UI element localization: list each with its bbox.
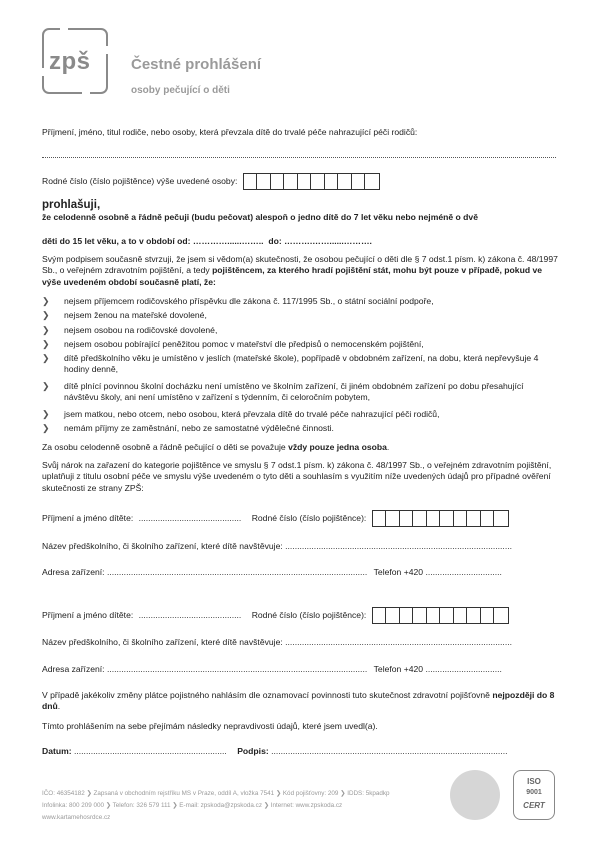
one-person-note: Za osobu celodenně osobně a řádně pečující o děti se považuje vždy pouze jedna osoba. xyxy=(42,442,390,452)
logo-text: zpš xyxy=(49,48,91,75)
child-1-phone-field[interactable]: ................................ xyxy=(425,567,502,577)
chevron-right-icon: ❯ xyxy=(42,381,50,391)
zps-logo xyxy=(42,28,108,94)
parent-name-label: Příjmení, jméno, titul rodiče, nebo osoby, která převzala dítě do trvalé péče nahrazující péči rodičů: xyxy=(42,127,418,137)
chevron-right-icon: ❯ xyxy=(42,353,50,363)
declaration-heading: prohlašuji, xyxy=(42,199,101,211)
responsibility-statement: Tímto prohlášením na sebe přejímám následky nepravdivosti údajů, které jsem uvedl(a). xyxy=(42,721,378,731)
child-2-phone-field[interactable]: ................................ xyxy=(425,664,502,674)
child-2-birth-number-boxes[interactable] xyxy=(372,607,509,624)
period-to-label: do: ……….……......………. xyxy=(268,236,372,246)
footer-website: www.kartamehosrdce.cz xyxy=(42,814,111,821)
parent-birth-number-boxes[interactable] xyxy=(243,173,380,190)
parent-birth-number-row xyxy=(42,173,558,193)
school-label: Název předškolního, či školního zařízení, které dítě navštěvuje: xyxy=(42,541,283,551)
signature-label: Podpis: xyxy=(237,746,269,756)
child-birth-number-label: Rodné číslo (číslo pojištěnce): xyxy=(251,609,367,620)
signature-row xyxy=(42,746,558,757)
child-2-school-field[interactable]: ............................................................................................... xyxy=(285,637,512,647)
child-2-name-field[interactable]: ........................................... xyxy=(138,609,242,620)
declaration-period-row xyxy=(42,236,558,247)
date-label: Datum: xyxy=(42,746,72,756)
chevron-right-icon: ❯ xyxy=(42,423,50,433)
child-2-address-row xyxy=(42,664,558,675)
document-subtitle: osoby pečující o děti xyxy=(131,85,230,96)
chevron-right-icon: ❯ xyxy=(42,325,50,335)
footer-contact-info: Infolinka: 800 209 000 ❯ Telefon: 326 579 111 ❯ E-mail: zpskoda@zpskoda.cz ❯ Internet: www.zpskoda.cz xyxy=(42,802,343,809)
chevron-right-icon: ❯ xyxy=(42,310,50,320)
period-from-label: děti do 15 let věku, a to v období od: …………......…….. xyxy=(42,236,264,246)
chevron-right-icon: ❯ xyxy=(42,409,50,419)
child-1-name-field[interactable]: ........................................... xyxy=(138,512,242,523)
claim-paragraph: Svůj nárok na zařazení do kategorie pojištěnce ve smyslu § 7 odst.1 písm. k) zákona č. 48/1997 Sb., o veřejném zdravotním pojištění, uplatňuji z titulu osobní péče ve smyslu výše uvedeném o tyto děti a souhlasím s využitím níže uvedených údajů pro případné ověření skutečnosti ze strany ZPŠ: xyxy=(42,460,552,493)
date-field[interactable]: ................................................................ xyxy=(74,746,227,756)
declaration-line-1: že celodenně osobně a řádně pečuji (budu pečovat) alespoň o jedno dítě do 7 let věku nebo nejméně o dvě xyxy=(42,212,478,222)
chevron-right-icon: ❯ xyxy=(42,296,50,306)
chevron-right-icon: ❯ xyxy=(42,339,50,349)
child-2-address-field[interactable]: ............................................................................................................. xyxy=(106,664,368,674)
signature-field[interactable]: ................................................................................................... xyxy=(271,746,508,756)
award-seal-icon xyxy=(450,770,500,820)
parent-name-field[interactable] xyxy=(42,150,556,158)
declaration-paragraph: Svým podpisem současně stvrzuji, že jsem si vědom(a) skutečnosti, že osobou pečující o děti dle § 7 odst.1 písm. k) zákona č. 48/1997 Sb., o veřejném zdravotním pojištění, a tedy pojištěncem, za kterého hradí pojištění stát, mohu být pouze v případě, pokud ve výše uvedeném období současně platí, že: xyxy=(42,254,558,287)
address-label: Adresa zařízení: xyxy=(42,567,105,577)
phone-label: Telefon +420 xyxy=(373,567,424,577)
phone-label: Telefon +420 xyxy=(373,664,424,674)
footer-company-info: IČO: 46354182 ❯ Zapsaná v obchodním rejstříku MS v Praze, oddíl A, vložka 7541 ❯ Kód pojišťovny: 209 ❯ IDDS: 5kpadkp xyxy=(42,790,390,797)
child-1-school-field[interactable]: ............................................................................................... xyxy=(285,541,512,551)
child-1-address-field[interactable]: ............................................................................................................. xyxy=(106,567,368,577)
address-label: Adresa zařízení: xyxy=(42,664,105,674)
child-2-school-row xyxy=(42,637,558,648)
child-2-name-row xyxy=(42,607,558,627)
parent-birth-number-label: Rodné číslo (číslo pojištěnce) výše uvedené osoby: xyxy=(42,175,238,186)
document-title: Čestné prohlášení xyxy=(131,56,262,73)
child-1-name-row xyxy=(42,510,558,530)
change-notice: V případě jakékoliv změny plátce pojistného nahlásím dle oznamovací povinnosti tuto skutečnost zdravotní pojišťovně nejpozději do 8 dnů. xyxy=(42,690,555,712)
iso-certificate-badge: ISO 9001 CERT xyxy=(513,770,555,820)
child-name-label: Příjmení a jméno dítěte: xyxy=(42,609,134,620)
child-name-label: Příjmení a jméno dítěte: xyxy=(42,512,134,523)
child-1-birth-number-boxes[interactable] xyxy=(372,510,509,527)
child-birth-number-label: Rodné číslo (číslo pojištěnce): xyxy=(251,512,367,523)
school-label: Název předškolního, či školního zařízení, které dítě navštěvuje: xyxy=(42,637,283,647)
child-1-address-row xyxy=(42,567,558,578)
child-1-school-row xyxy=(42,541,558,552)
